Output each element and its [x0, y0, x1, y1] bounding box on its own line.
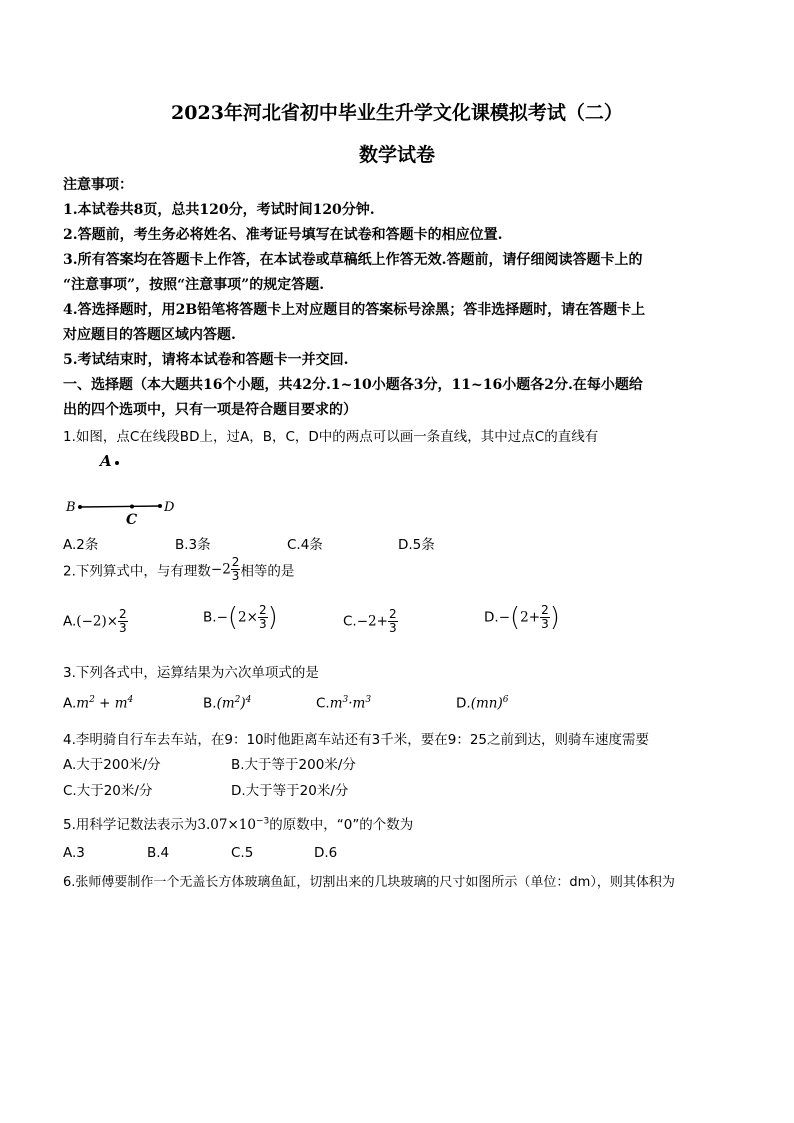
point-b-label: B [66, 500, 76, 515]
question-2-option-c: C.−2+ $\frac{2}{3}$ [343, 607, 397, 635]
point-d-label: D [164, 500, 175, 515]
question-4-option-b: B.大于等于200米/分 [231, 757, 356, 773]
note-item: 对应题目的答题区域内答题. [63, 327, 236, 343]
question-5-option-b: B.4 [147, 845, 170, 861]
question-4-option-a: A.大于200米/分 [63, 757, 161, 773]
question-5-option-a: A.3 [63, 845, 85, 861]
note-item: 3.所有答案均在答题卡上作答，在本试卷或草稿纸上作答无效.答题前，请仔细阅读答题卡上的 [63, 252, 643, 268]
question-4-option-c: C.大于20米/分 [63, 783, 153, 799]
question-3-stem: 3.下列各式中，运算结果为六次单项式的是 [63, 665, 319, 681]
section-heading-cont: 出的四个选项中，只有一项是符合题目要求的） [63, 402, 357, 418]
question-5-option-c: C.5 [231, 845, 254, 861]
question-3-option-c: $C.m^3\cdot m^3$ [316, 695, 372, 712]
question-1-figure [60, 448, 190, 528]
question-1-option-a: A.2条 [63, 537, 99, 553]
note-item: 4.答选择题时，用2B铅笔将答题卡上对应题目的答案标号涂黑；答非选择题时，请在答题卡上 [63, 302, 646, 318]
notes-heading: 注意事项： [63, 177, 133, 193]
point-a-label: A [100, 452, 112, 470]
segment-bd [80, 506, 160, 507]
question-2-stem: 2.下列算式中，与有理数−2 $\frac{2}{3}$ 相等的是 [63, 555, 295, 583]
point-b [78, 505, 82, 509]
note-item: “注意事项”，按照“注意事项”的规定答题. [63, 277, 325, 293]
point-c [130, 505, 134, 509]
question-1-option-b: B.3条 [175, 537, 211, 553]
point-d [158, 504, 162, 508]
question-3-option-a: $A.m^2 + m^4$ [63, 695, 134, 712]
question-2-option-b: B.−(2× $\frac{2}{3}$ ) [203, 602, 278, 633]
question-1-option-d: D.5条 [398, 537, 435, 553]
fraction: $\frac{2}{3}$ [231, 555, 240, 583]
point-a [115, 461, 119, 465]
question-3-option-b: $B.(m^2)^4$ [203, 695, 252, 712]
note-item: 5.考试结束时，请将本试卷和答题卡一并交回. [63, 352, 349, 368]
note-item: 2.答题前，考生务必将姓名、准考证号填写在试卷和答题卡的相应位置. [63, 227, 503, 243]
question-2-option-d: D.−(2+ $\frac{2}{3}$ ) [484, 602, 560, 633]
question-2-option-a: A.(−2)× $\frac{2}{3}$ [63, 607, 127, 635]
section-heading: 一、选择题（本大题共16个小题，共42分.1~10小题各3分，11~16小题各2分.在每小题给 [63, 377, 643, 393]
note-item: 1.本试卷共8页，总共120分，考试时间120分钟. [63, 202, 375, 218]
question-3-option-d: D.(mn)$^6$ [456, 695, 509, 712]
question-5-option-d: D.6 [314, 845, 338, 861]
point-c-label: C [126, 512, 138, 528]
question-1-option-c: C.4条 [287, 537, 323, 553]
exam-title: 2023年河北省初中毕业生升学文化课模拟考试（二） [171, 102, 623, 124]
question-1-stem: 1.如图，点C在线段BD上，过A，B，C，D中的两点可以画一条直线，其中过点C的直线有 [63, 429, 599, 445]
question-6-stem: 6.张师傅要制作一个无盖长方体玻璃鱼缸，切割出来的几块玻璃的尺寸如图所示（单位：dm），则其体积为 [63, 875, 675, 890]
exam-subtitle: 数学试卷 [358, 144, 435, 166]
question-4-stem: 4.李明骑自行车去车站，在9：10时他距离车站还有3千米，要在9：25之前到达，则骑车速度需要 [63, 732, 650, 748]
question-5-stem: 5.用科学记数法表示为$3.07\times 10^{-3}$的原数中，“0”的个数为 [63, 816, 414, 833]
question-4-option-d: D.大于等于20米/分 [231, 783, 349, 799]
